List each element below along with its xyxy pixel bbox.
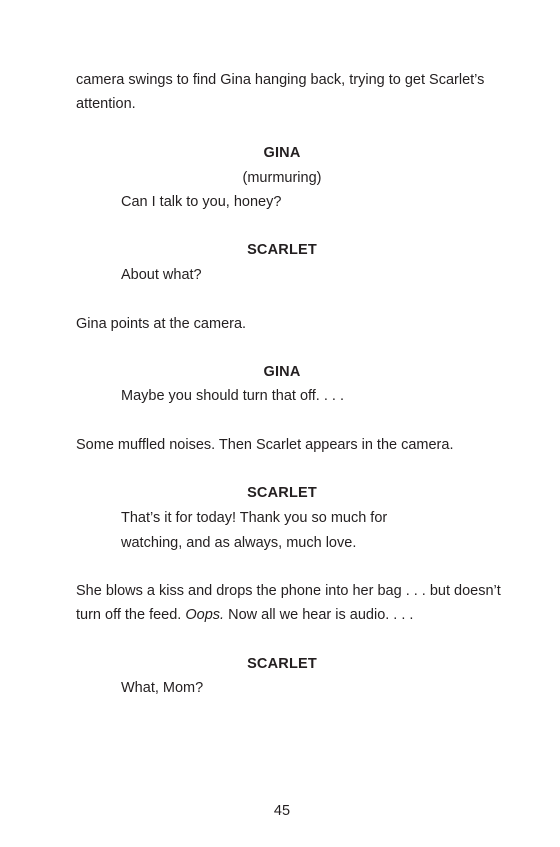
- action-paragraph: [76, 68, 496, 116]
- action-line: attention.: [76, 96, 136, 112]
- action-line: Some muffled noises. Then Scarlet appears in the camera.: [76, 437, 454, 453]
- action-paragraph: [76, 433, 496, 457]
- dialogue-line: About what?: [121, 267, 202, 283]
- character-name: GINA: [263, 364, 301, 380]
- action-line: She blows a kiss and drops the phone into her bag . . . but doesn’t: [76, 583, 501, 599]
- dialogue-line: watching, and as always, much love.: [121, 535, 357, 551]
- parenthetical: (murmuring): [242, 170, 322, 186]
- character-name: GINA: [263, 145, 301, 161]
- character-name: SCARLET: [247, 485, 317, 501]
- dialogue: [121, 506, 421, 556]
- action-paragraph: [76, 312, 496, 336]
- action-line: Gina points at the camera.: [76, 316, 247, 332]
- dialogue-line: Can I talk to you, honey?: [121, 194, 282, 210]
- action-emphasis: Oops.: [185, 607, 225, 623]
- character-name: SCARLET: [247, 242, 317, 258]
- dialogue-line: Maybe you should turn that off. . . .: [121, 388, 345, 404]
- page-number: 45: [273, 803, 291, 819]
- action-line-end: Now all we hear is audio. . . .: [224, 607, 414, 623]
- action-paragraph: [76, 579, 516, 627]
- character-name: SCARLET: [247, 656, 317, 672]
- dialogue-line: That’s it for today! Thank you so much for: [121, 510, 388, 526]
- action-line: camera swings to find Gina hanging back, trying to get Scarlet’s: [76, 72, 485, 88]
- dialogue: [121, 676, 421, 701]
- dialogue: [121, 190, 421, 215]
- dialogue-line: What, Mom?: [121, 680, 204, 696]
- action-line-start: turn off the feed.: [76, 607, 186, 623]
- dialogue: [121, 384, 421, 409]
- dialogue: [121, 263, 421, 288]
